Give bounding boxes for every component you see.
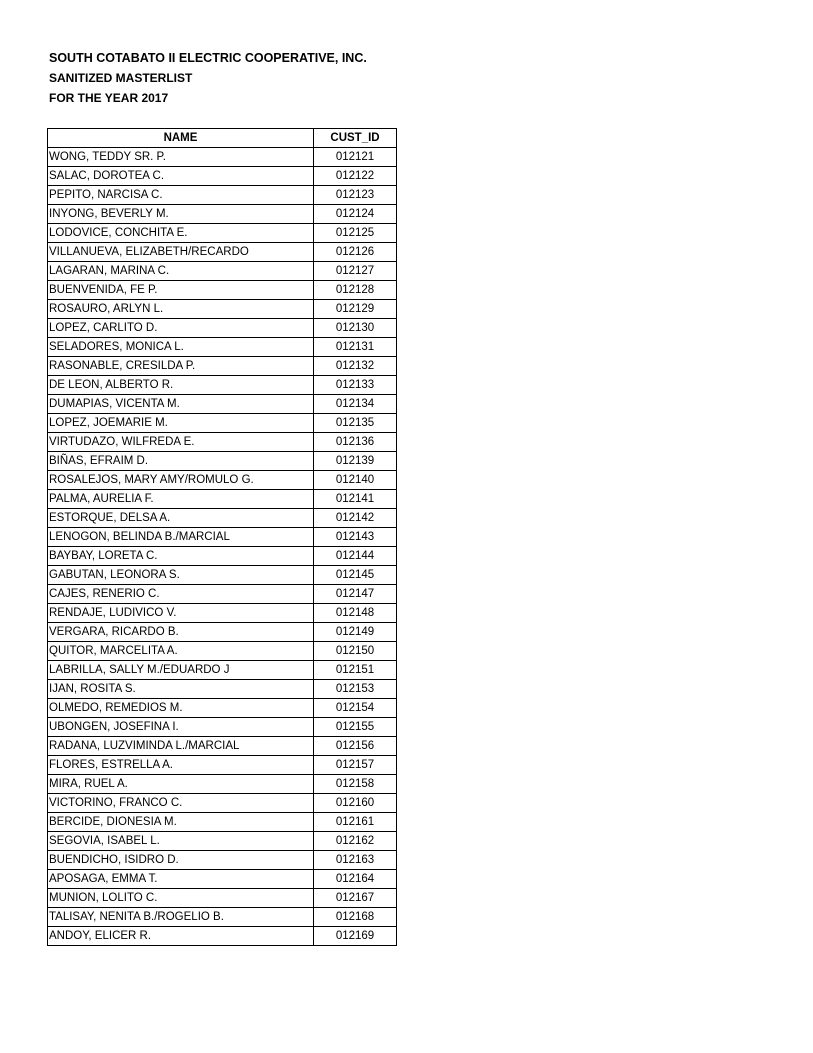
customer-name-cell: VIRTUDAZO, WILFREDA E.	[48, 433, 314, 452]
table-row	[48, 414, 397, 433]
customer-name-cell: APOSAGA, EMMA T.	[48, 870, 314, 889]
customer-name-cell: DE LEON, ALBERTO R.	[48, 376, 314, 395]
customer-id-cell: 012145	[314, 566, 397, 585]
customer-id-cell: 012143	[314, 528, 397, 547]
customer-name-cell: RASONABLE, CRESILDA P.	[48, 357, 314, 376]
table-header-row	[48, 129, 397, 148]
table-row	[48, 471, 397, 490]
customer-name-cell: BUENDICHO, ISIDRO D.	[48, 851, 314, 870]
table-row	[48, 205, 397, 224]
table-row	[48, 528, 397, 547]
customer-name-cell: RENDAJE, LUDIVICO V.	[48, 604, 314, 623]
customer-id-cell: 012161	[314, 813, 397, 832]
table-row	[48, 319, 397, 338]
customer-id-cell: 012168	[314, 908, 397, 927]
table-row	[48, 718, 397, 737]
customer-name-cell: DUMAPIAS, VICENTA M.	[48, 395, 314, 414]
customer-id-cell: 012141	[314, 490, 397, 509]
customer-name-cell: VILLANUEVA, ELIZABETH/RECARDO	[48, 243, 314, 262]
customer-name-cell: FLORES, ESTRELLA A.	[48, 756, 314, 775]
table-row	[48, 490, 397, 509]
customer-name-cell: ANDOY, ELICER R.	[48, 927, 314, 946]
table-row	[48, 186, 397, 205]
customer-id-cell: 012136	[314, 433, 397, 452]
table-row	[48, 813, 397, 832]
table-row	[48, 851, 397, 870]
table-row	[48, 376, 397, 395]
table-row	[48, 661, 397, 680]
customer-id-cell: 012144	[314, 547, 397, 566]
customer-id-cell: 012156	[314, 737, 397, 756]
customer-id-cell: 012169	[314, 927, 397, 946]
customer-id-cell: 012123	[314, 186, 397, 205]
table-row	[48, 756, 397, 775]
table-row	[48, 680, 397, 699]
table-row	[48, 585, 397, 604]
customer-name-cell: PEPITO, NARCISA C.	[48, 186, 314, 205]
customer-name-cell: PALMA, AURELIA F.	[48, 490, 314, 509]
table-row	[48, 870, 397, 889]
customer-name-cell: RADANA, LUZVIMINDA L./MARCIAL	[48, 737, 314, 756]
table-row	[48, 889, 397, 908]
masterlist-table	[47, 128, 397, 946]
customer-name-cell: BAYBAY, LORETA C.	[48, 547, 314, 566]
customer-id-cell: 012158	[314, 775, 397, 794]
customer-id-cell: 012147	[314, 585, 397, 604]
table-row	[48, 794, 397, 813]
table-row	[48, 699, 397, 718]
document-header	[49, 50, 367, 110]
customer-name-cell: LOPEZ, CARLITO D.	[48, 319, 314, 338]
customer-name-cell: INYONG, BEVERLY M.	[48, 205, 314, 224]
customer-id-cell: 012127	[314, 262, 397, 281]
customer-name-cell: OLMEDO, REMEDIOS M.	[48, 699, 314, 718]
customer-id-cell: 012167	[314, 889, 397, 908]
table-body	[48, 148, 397, 946]
customer-id-cell: 012126	[314, 243, 397, 262]
customer-name-cell: LODOVICE, CONCHITA E.	[48, 224, 314, 243]
table-row	[48, 642, 397, 661]
table-row	[48, 623, 397, 642]
table-row	[48, 775, 397, 794]
customer-id-cell: 012150	[314, 642, 397, 661]
customer-id-cell: 012131	[314, 338, 397, 357]
customer-id-cell: 012130	[314, 319, 397, 338]
customer-name-cell: LOPEZ, JOEMARIE M.	[48, 414, 314, 433]
customer-id-cell: 012142	[314, 509, 397, 528]
customer-name-cell: LENOGON, BELINDA B./MARCIAL	[48, 528, 314, 547]
customer-name-cell: ROSAURO, ARLYN L.	[48, 300, 314, 319]
customer-id-cell: 012125	[314, 224, 397, 243]
table-row	[48, 357, 397, 376]
organization-title: SOUTH COTABATO II ELECTRIC COOPERATIVE, INC.	[49, 51, 367, 65]
customer-id-cell: 012155	[314, 718, 397, 737]
table-row	[48, 224, 397, 243]
customer-name-cell: MIRA, RUEL A.	[48, 775, 314, 794]
customer-name-cell: LABRILLA, SALLY M./EDUARDO J	[48, 661, 314, 680]
customer-id-cell: 012162	[314, 832, 397, 851]
customer-name-cell: SEGOVIA, ISABEL L.	[48, 832, 314, 851]
table-row	[48, 243, 397, 262]
customer-name-cell: QUITOR, MARCELITA A.	[48, 642, 314, 661]
table-row	[48, 433, 397, 452]
table-row	[48, 300, 397, 319]
document-subtitle: SANITIZED MASTERLIST	[49, 71, 193, 85]
customer-id-cell: 012135	[314, 414, 397, 433]
table-row	[48, 262, 397, 281]
document-year: FOR THE YEAR 2017	[49, 91, 169, 105]
customer-id-cell: 012124	[314, 205, 397, 224]
customer-name-cell: WONG, TEDDY SR. P.	[48, 148, 314, 167]
customer-name-cell: BUENVENIDA, FE P.	[48, 281, 314, 300]
customer-id-cell: 012164	[314, 870, 397, 889]
name-column-header: NAME	[48, 129, 314, 148]
customer-name-cell: MUNION, LOLITO C.	[48, 889, 314, 908]
customer-id-cell: 012149	[314, 623, 397, 642]
customer-id-cell: 012148	[314, 604, 397, 623]
customer-name-cell: IJAN, ROSITA S.	[48, 680, 314, 699]
customer-name-cell: BIÑAS, EFRAIM D.	[48, 452, 314, 471]
table-row	[48, 604, 397, 623]
customer-name-cell: ROSALEJOS, MARY AMY/ROMULO G.	[48, 471, 314, 490]
table-row	[48, 927, 397, 946]
customer-id-cell: 012129	[314, 300, 397, 319]
table-row	[48, 338, 397, 357]
customer-id-cell: 012163	[314, 851, 397, 870]
table-row	[48, 395, 397, 414]
customer-name-cell: ESTORQUE, DELSA A.	[48, 509, 314, 528]
customer-name-cell: UBONGEN, JOSEFINA I.	[48, 718, 314, 737]
table-row	[48, 908, 397, 927]
customer-id-cell: 012153	[314, 680, 397, 699]
table-row	[48, 281, 397, 300]
table-row	[48, 148, 397, 167]
customer-id-cell: 012122	[314, 167, 397, 186]
customer-id-cell: 012160	[314, 794, 397, 813]
customer-name-cell: GABUTAN, LEONORA S.	[48, 566, 314, 585]
customer-id-cell: 012134	[314, 395, 397, 414]
customer-name-cell: TALISAY, NENITA B./ROGELIO B.	[48, 908, 314, 927]
cust-id-column-header: CUST_ID	[314, 129, 397, 148]
table-row	[48, 509, 397, 528]
customer-name-cell: CAJES, RENERIO C.	[48, 585, 314, 604]
table-row	[48, 737, 397, 756]
customer-name-cell: SELADORES, MONICA L.	[48, 338, 314, 357]
customer-name-cell: SALAC, DOROTEA C.	[48, 167, 314, 186]
customer-name-cell: LAGARAN, MARINA C.	[48, 262, 314, 281]
customer-id-cell: 012154	[314, 699, 397, 718]
table-row	[48, 452, 397, 471]
customer-id-cell: 012133	[314, 376, 397, 395]
customer-id-cell: 012132	[314, 357, 397, 376]
customer-id-cell: 012140	[314, 471, 397, 490]
table-row	[48, 167, 397, 186]
customer-id-cell: 012139	[314, 452, 397, 471]
customer-name-cell: VERGARA, RICARDO B.	[48, 623, 314, 642]
customer-name-cell: BERCIDE, DIONESIA M.	[48, 813, 314, 832]
customer-id-cell: 012128	[314, 281, 397, 300]
table-row	[48, 832, 397, 851]
table-row	[48, 566, 397, 585]
customer-id-cell: 012151	[314, 661, 397, 680]
table-row	[48, 547, 397, 566]
customer-id-cell: 012157	[314, 756, 397, 775]
customer-name-cell: VICTORINO, FRANCO C.	[48, 794, 314, 813]
customer-id-cell: 012121	[314, 148, 397, 167]
